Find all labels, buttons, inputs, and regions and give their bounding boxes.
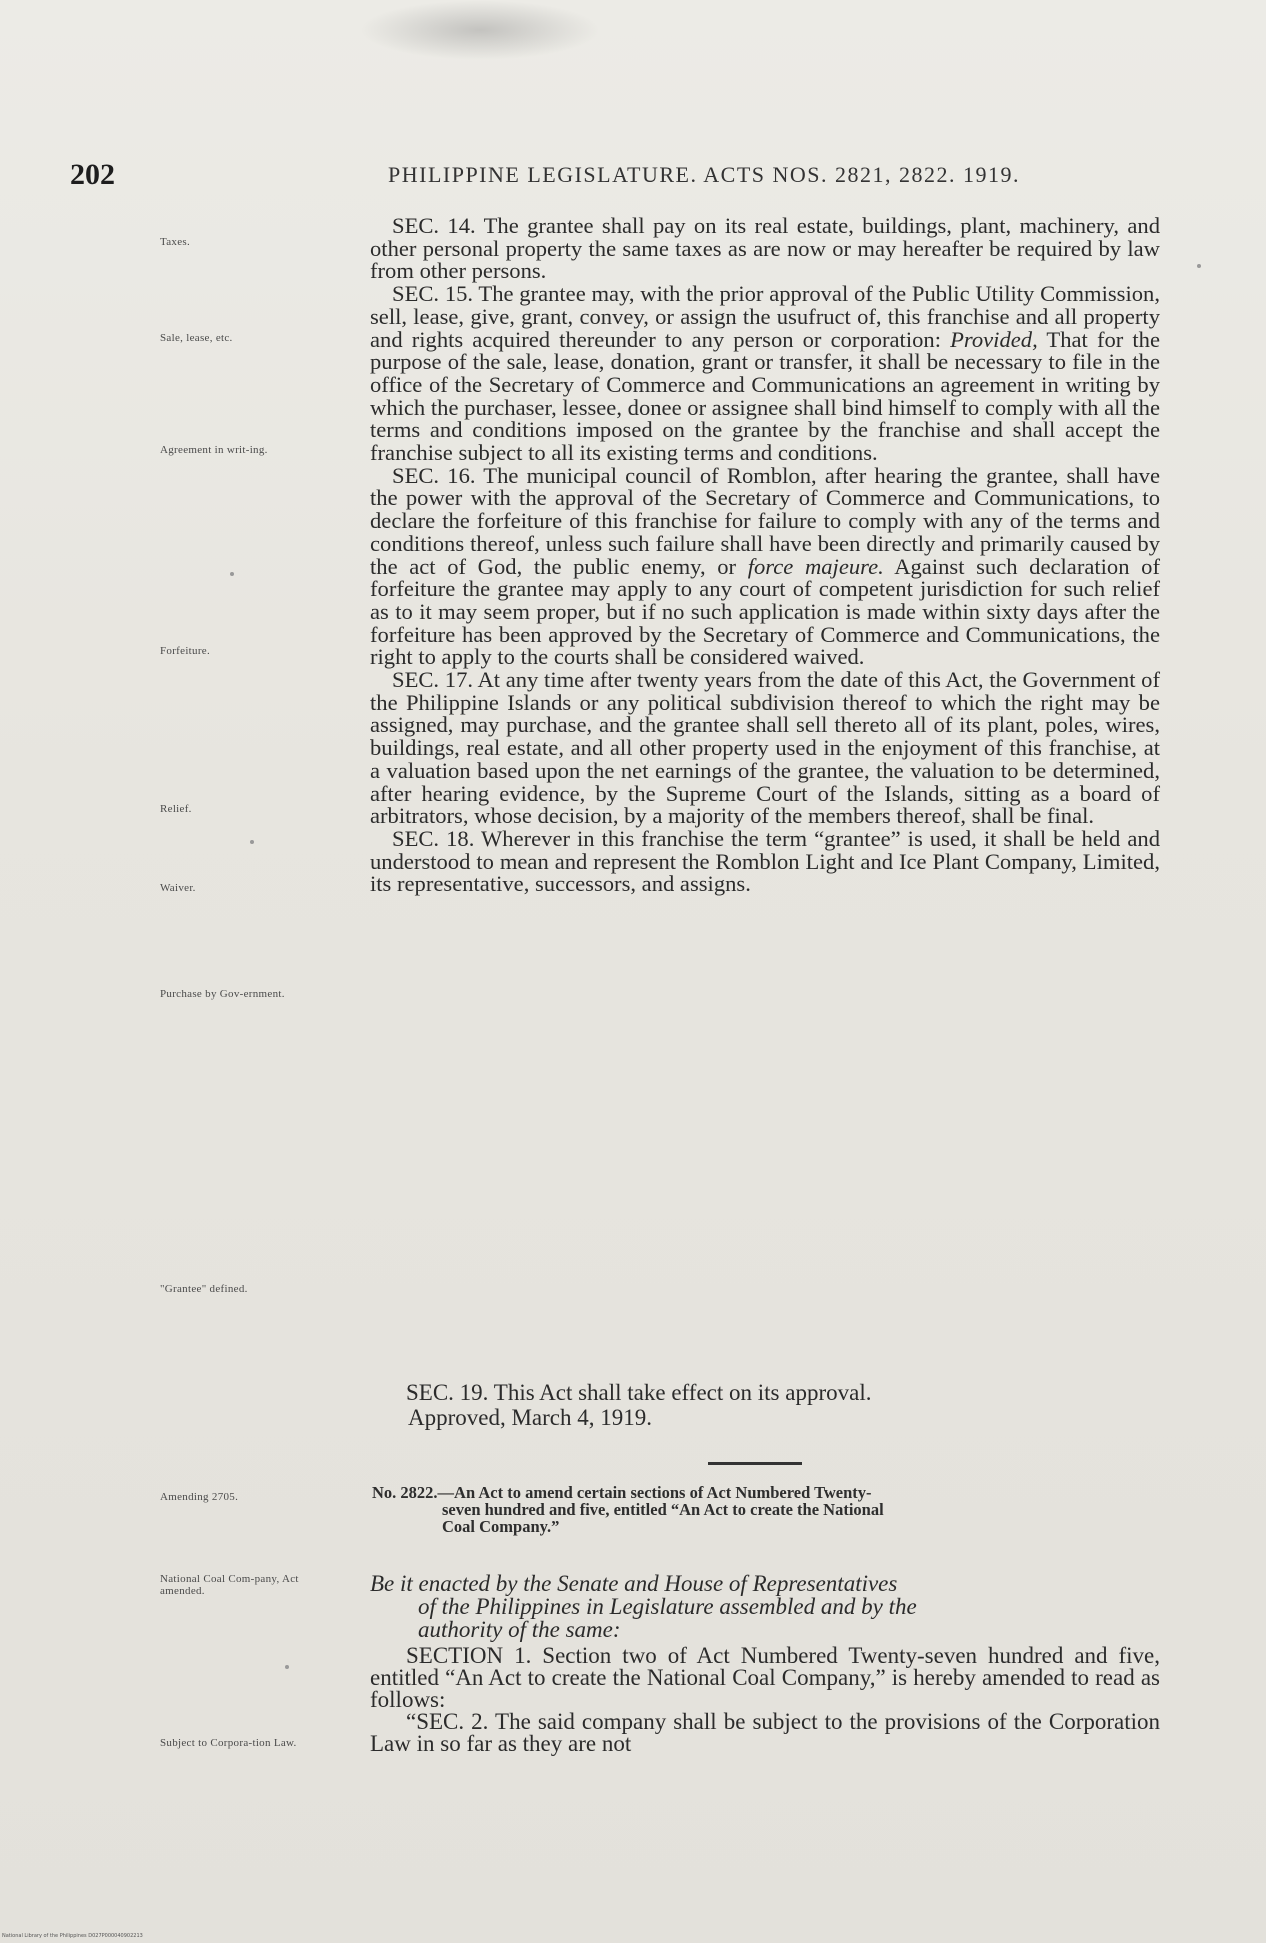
enacting-line-3: authority of the same: (418, 1617, 621, 1642)
margin-note-amending: Amending 2705. (160, 1491, 239, 1503)
section-17: SEC. 17. At any time after twenty years from the date of this Act, the Government of the Philippine Islands or any political subdivision thereof to which the right may be assigned, may purchase, and the grantee shall sell thereto all of its plant, poles, wires, buildings, real estate, and all other property used in the enjoyment of this franchise, at a valuation based upon the net earnings of the grantee, the valuation to be determined, after hearing evidence, by the Supreme Court of the Islands, sitting as a board of arbitrators, whose decision, by a majority of the members thereof, shall be final. (370, 667, 1160, 829)
section-16-part-b: Against such declaration of forfeiture the grantee may apply to any court of competent jurisdiction for such relief as to it may seem proper, but if no such application is made within sixty days after the forfeiture has been approved by the Secretary of Commerce and Communications, the right to apply to the courts shall be considered waived. (370, 553, 1160, 670)
section-18: SEC. 18. Wherever in this franchise the term “grantee” is used, it shall be held and understood to mean and represent the Romblon Light and Ice Plant Company, Limited, its representative, successors, and assigns. (370, 825, 1160, 897)
act-2822-sections (370, 1645, 1160, 1755)
margin-note-forfeiture: Forfeiture. (160, 645, 211, 657)
act-title-line-3: Coal Company.” (442, 1517, 560, 1536)
section-16-force-majeure: force majeure. (747, 553, 884, 579)
section-15-part-b: That for the purpose of the sale, lease, donation, grant or transfer, it shall be necessary to file in the office of the Secretary of Commerce and Communications an agreement in writing by which the purchaser, lessee, donee or assignee shall bind himself to comply with all the terms and conditions imposed on the grantee by the franchise and shall accept the franchise subject to all its existing terms and conditions. (370, 326, 1160, 466)
scan-speck (285, 1665, 289, 1669)
margin-note-relief: Relief. (160, 803, 192, 815)
section-14: SEC. 14. The grantee shall pay on its real estate, buildings, plant, machinery, and other personal property the same taxes as are now or may hereafter be required by law from other persons. (370, 213, 1160, 284)
enacting-line-2: of the Philippines in Legislature assembled and by the (418, 1594, 917, 1619)
act-2822-title (372, 1484, 1160, 1535)
section-19: SEC. 19. This Act shall take effect on its approval. (406, 1380, 872, 1405)
page-header (70, 158, 1180, 192)
library-stamp: National Library of the Philippines D027P000040902213 (2, 1933, 143, 1939)
margin-note-purchase: Purchase by Gov-ernment. (160, 988, 285, 1000)
scan-speck (250, 840, 254, 844)
section-16-part-a: SEC. 16. The municipal council of Romblon, after hearing the grantee, shall have the power with the approval of the Secretary of Commerce and Communications, to declare the forfeiture of this franchise for failure to comply with any of the terms and conditions thereof, unless such failure shall have been directly and primarily caused by the act of God, the public enemy, or (370, 462, 1160, 579)
section-divider (708, 1462, 802, 1465)
margin-note-sale: Sale, lease, etc. (160, 332, 233, 344)
scan-speck (230, 572, 234, 576)
act-title-line-1: No. 2822.—An Act to amend certain sections of Act Numbered Twenty- (372, 1483, 872, 1502)
act-2822-sec-2: “SEC. 2. The said company shall be subject to the provisions of the Corporation Law in so far as they are not (370, 1709, 1160, 1756)
scan-smudge (360, 0, 600, 60)
section-15 (370, 283, 1160, 465)
margin-note-national-coal: National Coal Com-pany, Act amended. (160, 1573, 299, 1597)
margin-note-grantee: "Grantee" defined. (160, 1283, 248, 1295)
body-sections (370, 215, 1160, 896)
section-15-provided: Provided, (950, 326, 1038, 352)
margin-note-subject: Subject to Corpora-tion Law. (160, 1737, 297, 1749)
act-2822-section-1: SECTION 1. Section two of Act Numbered Twenty-seven hundred and five, entitled “An Act to create the National Coal Company,” is hereby amended to read as follows: (370, 1643, 1160, 1712)
running-head: PHILIPPINE LEGISLATURE. ACTS NOS. 2821, 2822. 1919. (388, 162, 1021, 187)
margin-note-taxes: Taxes. (160, 236, 191, 248)
act-title-line-2: seven hundred and five, entitled “An Act to create the National (442, 1500, 884, 1519)
section-15-part-a: SEC. 15. The grantee may, with the prior approval of the Public Utility Commission, sell, lease, give, grant, convey, or assign the usufruct of, this franchise and all property and rights acquired thereunder to any person or corporation: (370, 281, 1160, 352)
enacting-clause (370, 1572, 1160, 1641)
scan-speck (1197, 264, 1201, 268)
section-16 (370, 462, 1160, 670)
margin-note-waiver: Waiver. (160, 882, 196, 894)
enacting-line-1: Be it enacted by the Senate and House of Representatives (370, 1571, 898, 1596)
margin-note-agreement: Agreement in writ-ing. (160, 444, 268, 456)
approved-date: Approved, March 4, 1919. (408, 1405, 653, 1430)
page-number: 202 (70, 158, 115, 191)
